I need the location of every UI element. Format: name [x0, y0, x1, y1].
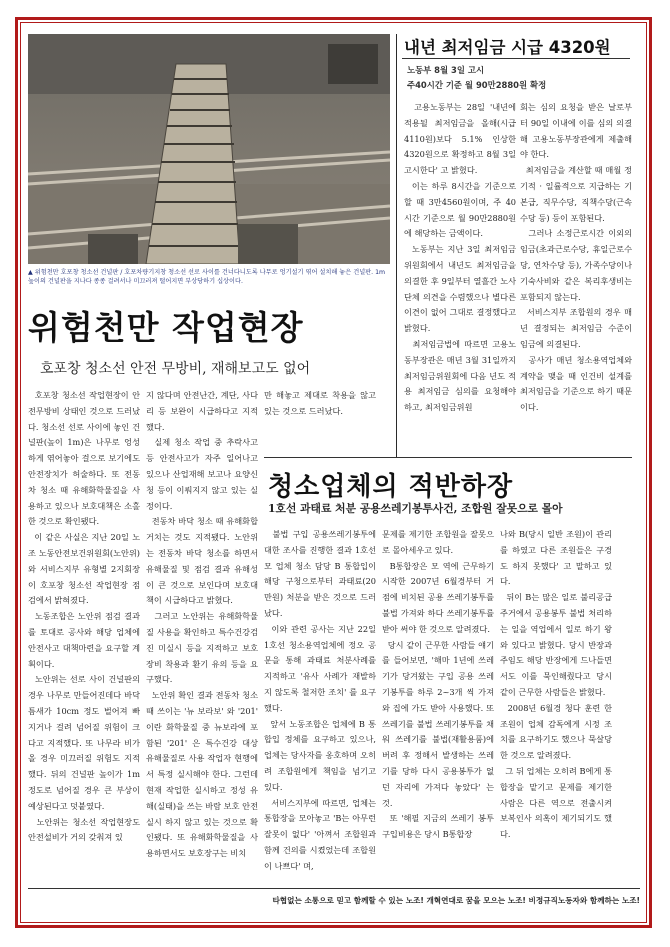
- main-subhead: 호포창 청소선 안전 무방비, 재해보고도 없어: [40, 361, 311, 377]
- wage-body-col1: 고용노동부는 28일 '내년에 적용될 최저임금을 올해(시급 4110원)보다 5.1% 인상한 4320원으로 확정하고 8월 3일 고시한다' 고 밝혔다. 이는 하루 8시간을 기준으로 할 때 3만4560원이며, 주 40시간 기준으로 월 90만2880원에 해당하는 금액이다. 노동부는 지난 3일 최저임금위원회에서 내년도 최저임금을 의결한 후 9일부터 열흘간 노사단체 의견을 수렴했으나 별다른 이견이 없어 그대로 결정했다고 밝혔다. 최저임금법에 따르면 고용노동부장관은 매년 3월 31일까지 최저임금위원회에 다음 년도 적용 최저임금 심의를 요청해야 하고, 최저임금위원: [404, 102, 516, 413]
- photo-caption: [28, 268, 390, 286]
- title-underline: [402, 58, 630, 59]
- section-divider: [264, 457, 632, 458]
- main-body-col3: 만 해놓고 제대로 착용을 않고 있는 것으로 드러났다.: [264, 390, 379, 416]
- main-headline: 위험천만 작업현장: [28, 308, 304, 347]
- cleaning-headline: 청소업체의 적반하장: [268, 472, 514, 502]
- caption-marker: ▲: [28, 269, 33, 276]
- caption-text: 위험천만 호포창 청소선 건널판 / 호포차량기지창 청소선 선로 사이를 건너다니도록 나무로 엉기설기 엮어 설치해 놓은 건널판. 1m 높이의 건널판을 지나다 종종 걸려서나 미끄러져 떨어지면 부상당하기 십상이다.: [28, 269, 386, 285]
- cleaning-body-col2: 문제를 제기한 조합원을 잘못으로 몰아세우고 있다. B통합장은 모 역에 근무하기 시작한 2007년 6월경부터 거점에 비치된 공용 쓰레기봉투를 불법 가져와 하다 쓰레기봉투를 받아 써야 한 것으로 알려졌다. 당시 같이 근무한 사람들 얘기를 들어보면, '해마 1년에 쓰레기가 당겨왔는 구입 공용 쓰레기봉투를 하루 2~3개 씩 가져와 집에 가도 받아 사용했다. 또 쓰레기를 불법 쓰레기봉투를 채워 쓰레기를 불법(재활용품)에 버려 후 정해서 발생하는 쓰레기를 당하 다시 공용봉투가 없던 자리에 가져다 놓았다' 는 것. 또 '해필 지금의 쓰레기 봉투 구입비용은 당시 B통합장: [382, 529, 494, 840]
- footer-rule: [28, 888, 640, 889]
- cleaning-subhead: 1호선 과태료 처분 공용쓰레기봉투사건, 조합원 잘못으로 몰아: [268, 502, 563, 515]
- walkway-photo: [28, 34, 390, 264]
- wage-body-col2: 회는 심의 요청을 받은 날로부터 90일 이내에 이를 심의 의결해 고용노동부장관에게 제출해야 한다. 최저임금을 계산할 때 매월 정기적 · 일률적으로 지급하는 기본급, 직무수당, 직책수당(근속수당 등) 등이 포함된다. 그러나 소정근로시간 이외의 임금(초과근로수당, 휴일근로수당, 연차수당 등), 가족수당이나 기숙사비와 같은 복리후생비는 포함되지 않는다. 서비스지부 조합원의 경우 매년 결정되는 최저임금 수준이 임금에 의결된다. 공사가 매년 청소용역업체와 계약을 맺을 때 인건비 설계를 최저임금을 기준으로 하기 때문이다.: [520, 102, 632, 413]
- main-body-col1: 호포창 청소선 작업현장이 안전무방비 상태인 것으로 드러났다. 청소선 선로 사이에 놓인 건널판(높이 1m)은 나무로 엉성하게 엮어놓아 걸으로 보기에도 안전장치가 허술하다. 또 전동차 청소 때 유해화학물질을 사용하고 있으나 보호대책은 소홀한 것으로 확인됐다. 이 같은 사실은 지난 20일 노조 노동안전보건위원회(노안위)와 서비스지부 유형별 2지회장이 호포창 청소선 작업현장 점검에서 밝혀졌다. 노동조합은 노안위 점검 결과를 토대로 공사와 해당 업체에 안전사고 대책마련을 요구할 계획이다. 노안위는 선로 사이 건널판의 경우 나무로 만들어진데다 바닥 틈새가 10cm 정도 벌어져 빠지거나 걸려 넘어질 위험이 크다고 지적했다. 또 나무라 비가 올 경우 미끄러질 위험도 지적했다. 뒤의 건널판 높이가 1m 정도로 넘어질 경우 큰 부상이 예상된다고 덧붙였다. 노안위는 청소선 작업현장도 안전설비가 거의 갖춰져 있: [28, 390, 140, 843]
- footer-slogan: 타협없는 소통으로 믿고 함께할 수 있는 노조! 개혁연대로 꿈을 모으는 노조! 비정규직노동자와 함께하는 노조!: [272, 896, 640, 905]
- wage-subhead-2: 주40시간 기준 월 90만2880원 확정: [407, 80, 547, 90]
- cleaning-body-col1: 불법 구입 공용쓰레기봉투에 대한 조사를 진행한 결과 1호선 모 업체 청소 담당 B 통합입이 해당 구청으로부터 과태료(20만원) 처분을 받은 것으로 드러났다. 이와 관련 공사는 지난 22일 1호선 청소용역업체에 정오 공문을 통해 과태료 처분사례를 지적하고 '유사 사례가 재발하지 않도록 철저한 조치' 를 요구했다. 앞서 노동조합은 업체에 B 통합입 정체를 요구하고 있으나, 업체는 당사자를 옹호하며 오히려 조합원에게 책임을 넘기고 있다. 서비스지부에 따르면, 업체는 통합장을 모아놓고 'B는 아무런 잘못이 없다' '아껴서 조합원과 함께 건의를 시켰었는데 조합원이 나쁘다' 며,: [264, 529, 376, 871]
- column-divider: [396, 34, 397, 458]
- cleaning-body-col3: 나와 B(당시 일반 조원)이 관리를 하였고 다른 조원들은 구경도 하지 못했다' 고 말하고 있다. 뒤이 B는 많은 일로 불리공급 주거에서 공용봉투 불법 처리하는 일을 역업에서 일로 하기 왕 와 있다고 밝혔다. 당시 반장과 주임도 해당 반장에게 드나들면서도 이를 묵인해줬다고 당시 같이 근무한 사람들은 밝혔다. 2008년 6월경 청다 훈련 한 조원이 업체 감독에게 시정 조치를 요구하기도 했으나 묵살당한 것으로 알려졌다. 그 뒤 업체는 오히려 B에게 통합장을 맡기고 문제를 제기한 사람은 다른 역으로 전출시켜 보복인사 의혹이 제기되기도 했다.: [500, 529, 612, 840]
- wage-headline: 내년 최저임금 시급 4320원: [404, 38, 611, 57]
- walkway-photo-illustration: [28, 34, 390, 264]
- wage-subhead-1: 노동부 8월 3일 고시: [407, 65, 485, 75]
- main-body-col2: 지 않다며 안전난간, 계단, 사다리 등 보완이 시급하다고 지적했다. 실제 청소 작업 중 추락사고 등 안전사고가 자주 일어나고 있으나 산업재해 보고나 요양신청 등이 이뤄지지 않고 있는 실정이다. 전동차 바닥 청소 때 유해화합 거치는 것도 지적됐다. 노안위는 전동차 바닥 청소를 하면서 유해물질 및 점검 결과 유해성이 큰 것으로 보인다며 보호대책이 시급하다고 밝혔다. 그러고 노안위는 유해화학물질 사용을 확인하고 특수건강검진 미실시 등을 지적하고 보호장비 착용과 환기 유의 등을 요구했다. 노안위 확인 결과 전동차 청소 때 쓰이는 '뉴 보라보' 와 '201' 이란 화학물질 중 뉴보라에 포함된 '201' 은 특수건강 대상 유해물질로 사용 작업자 현행에서 특정 실시해야 한다. 그런데 현재 작업한 실시하고 정성 유해(실태)을 쓰는 바람 보호 안전 실시 하지 않고 있는 것으로 확인됐다. 또 유해화학물질을 사용하면서도 보호장구는 비치: [146, 390, 258, 859]
